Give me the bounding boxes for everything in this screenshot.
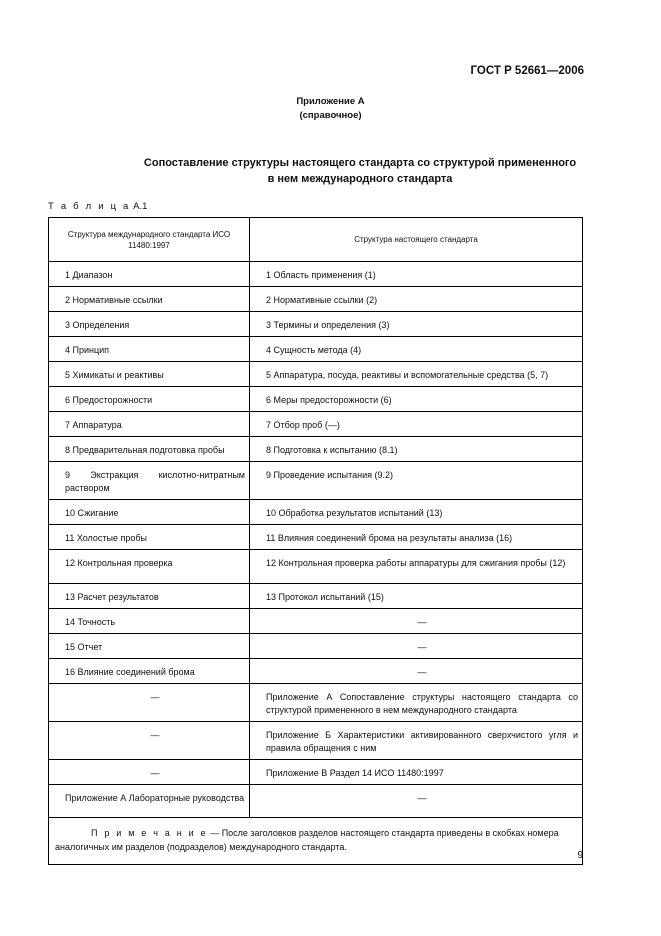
table-row (49, 634, 583, 659)
table-row (49, 500, 583, 525)
iso-section: 12 Контрольная проверка (65, 558, 173, 568)
header-national: Структура настоящего стандарта (354, 235, 478, 244)
national-section: 4 Сущность метода (4) (266, 345, 362, 355)
table-cell-left (49, 659, 250, 684)
table-row (49, 312, 583, 337)
table-label-number: А.1 (130, 201, 148, 212)
section-title (60, 155, 660, 187)
national-section: 7 Отбор проб (—) (266, 420, 340, 430)
national-section: 13 Протокол испытаний (15) (266, 592, 384, 602)
iso-section: 16 Влияние соединений брома (65, 667, 195, 677)
table-cell-left (49, 287, 250, 312)
iso-section: 2 Нормативные ссылки (65, 295, 163, 305)
table-cell-right (250, 684, 583, 722)
table-cell-left (49, 500, 250, 525)
table-row (49, 412, 583, 437)
national-section: — (417, 667, 427, 677)
iso-section: 6 Предосторожности (65, 395, 153, 405)
table-cell-right (250, 287, 583, 312)
table-cell-right (250, 525, 583, 550)
iso-section: 13 Расчет результатов (65, 592, 159, 602)
table-cell-right (250, 584, 583, 609)
table-cell-right (250, 785, 583, 818)
national-section: 9 Проведение испытания (9.2) (266, 470, 394, 480)
iso-section: 1 Диапазон (65, 270, 113, 280)
iso-section: 4 Принцип (65, 345, 110, 355)
note-label: П р и м е ч а н и е (91, 828, 208, 838)
table-cell-left (49, 362, 250, 387)
table-cell-left (49, 387, 250, 412)
national-section: 6 Меры предосторожности (6) (266, 395, 392, 405)
table-row (49, 287, 583, 312)
iso-section: 10 Сжигание (65, 508, 119, 518)
national-section: 3 Термины и определения (3) (266, 320, 390, 330)
national-section: — (417, 642, 427, 652)
table-row (49, 437, 583, 462)
table-row (49, 362, 583, 387)
table-row (49, 462, 583, 500)
header-iso: Структура международного стандарта ИСО 11480:1997 (67, 229, 231, 250)
national-section: 1 Область применения (1) (266, 270, 376, 280)
table-cell-right (250, 634, 583, 659)
table-cell-right (250, 550, 583, 584)
national-section: — (417, 793, 427, 803)
table-cell-right (250, 760, 583, 785)
note-text: — После заголовков разделов настоящего стандарта приведены в скобках номера аналогичных им разделов (подразделов) международного стандарта. (55, 828, 559, 852)
table-cell-right (250, 609, 583, 634)
standard-code: ГОСТ Р 52661—2006 (470, 65, 584, 77)
table-note-row (49, 818, 583, 865)
table-cell-right (250, 500, 583, 525)
iso-section: 3 Определения (65, 320, 130, 330)
table-cell-left (49, 584, 250, 609)
table-cell-right (250, 312, 583, 337)
table-row (49, 722, 583, 760)
iso-section: 14 Точность (65, 617, 116, 627)
iso-section: 15 Отчет (65, 642, 103, 652)
table-label-word: Т а б л и ц а (48, 201, 131, 212)
table-row (49, 550, 583, 584)
table-note (49, 818, 582, 864)
table-row (49, 760, 583, 785)
table-cell-right (250, 412, 583, 437)
table-cell-right (250, 437, 583, 462)
table-row (49, 387, 583, 412)
header-cell-national (250, 218, 583, 262)
table-row (49, 785, 583, 818)
comparison-table (48, 217, 583, 865)
iso-section: 5 Химикаты и реактивы (65, 370, 164, 380)
national-section: Приложение В Раздел 14 ИСО 11480:1997 (266, 768, 444, 778)
national-section: 5 Аппаратура, посуда, реактивы и вспомогательные средства (5, 7) (266, 370, 549, 380)
header-cell-iso (49, 218, 250, 262)
table-cell-right (250, 362, 583, 387)
national-section: 10 Обработка результатов испытаний (13) (266, 508, 443, 518)
table-cell-left (49, 634, 250, 659)
table-cell-right (250, 262, 583, 287)
national-section: 2 Нормативные ссылки (2) (266, 295, 378, 305)
national-section: Приложение А Сопоставление структуры настоящего стандарта со структурой примененного в нем международного стандарта (266, 692, 578, 715)
table-cell-left (49, 437, 250, 462)
table-cell-left (49, 525, 250, 550)
national-section: Приложение Б Характеристики активированного сверхчистого угля и правила обращения с ним (266, 730, 578, 753)
table-row (49, 609, 583, 634)
table-cell-right (250, 337, 583, 362)
table-row (49, 684, 583, 722)
table-cell-left (49, 337, 250, 362)
page-number: 9 (577, 850, 583, 861)
appendix-heading (0, 95, 661, 123)
table-row (49, 525, 583, 550)
appendix-subtitle: (справочное) (299, 110, 362, 121)
table-cell-left (49, 462, 250, 500)
table-header-row (49, 218, 583, 262)
iso-section: 8 Предварительная подготовка пробы (65, 445, 225, 455)
table-note-cell (49, 818, 583, 865)
table-cell-left (49, 412, 250, 437)
table-row (49, 584, 583, 609)
iso-section: — (150, 730, 160, 740)
table-row (49, 659, 583, 684)
table-cell-right (250, 387, 583, 412)
iso-section: 7 Аппаратура (65, 420, 122, 430)
table-cell-left (49, 722, 250, 760)
section-title-line2: в нем международного стандарта (267, 173, 453, 185)
table-cell-left (49, 684, 250, 722)
table-cell-left (49, 262, 250, 287)
section-title-line1: Сопоставление структуры настоящего стандарта со структурой примененного (143, 157, 577, 169)
national-section: 8 Подготовка к испытанию (8.1) (266, 445, 398, 455)
national-section: 11 Влияния соединений брома на результаты анализа (16) (266, 533, 513, 543)
iso-section: Приложение А Лабораторные руководства (65, 793, 245, 803)
table-cell-right (250, 722, 583, 760)
table-cell-left (49, 760, 250, 785)
iso-section: 11 Холостые пробы (65, 533, 148, 543)
national-section: — (417, 617, 427, 627)
table-row (49, 262, 583, 287)
national-section: 12 Контрольная проверка работы аппаратуры для сжигания пробы (12) (266, 558, 566, 568)
table-cell-right (250, 659, 583, 684)
appendix-title: Приложение А (296, 96, 365, 107)
iso-section: 9 Экстракция кислотно-нитратным раствором (65, 470, 245, 493)
table-cell-left (49, 785, 250, 818)
table-cell-left (49, 609, 250, 634)
table-label (48, 201, 147, 212)
iso-section: — (150, 692, 160, 702)
table-cell-right (250, 462, 583, 500)
iso-section: — (150, 768, 160, 778)
table-cell-left (49, 312, 250, 337)
table-row (49, 337, 583, 362)
table-cell-left (49, 550, 250, 584)
